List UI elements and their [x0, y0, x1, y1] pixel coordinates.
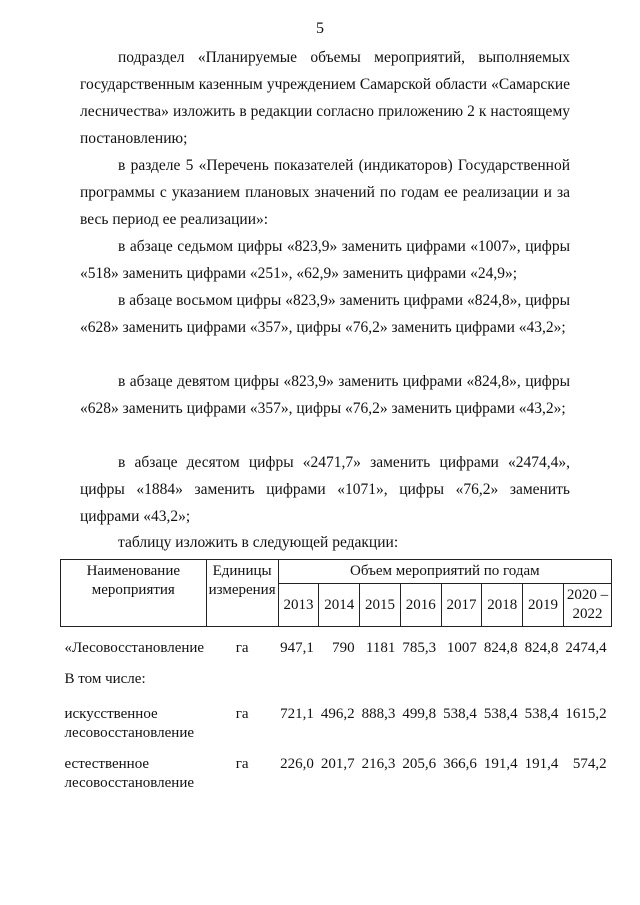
table-row	[61, 755, 612, 793]
header-year: 2015	[360, 584, 401, 627]
paragraph-tenth: в абзаце десятом цифры «2471,7» заменить цифрами «2474,4», цифры «1884» заменить цифрами «1071», цифры «76,2» заменить цифрами «43,2»;	[80, 454, 570, 525]
paragraph-section-5: в разделе 5 «Перечень показателей (индикаторов) Государственной программы с указанием плановых значений по годам ее реализации и за весь период ее реализации»:	[80, 157, 570, 228]
cell-value: 216,3	[361, 756, 396, 772]
cell-value: 191,4	[524, 756, 559, 772]
cell-value: 496,2	[320, 706, 355, 722]
header-year: 2013	[278, 584, 319, 627]
cell-value: 201,7	[320, 756, 355, 772]
paragraph-table-intro: таблицу изложить в следующей редакции:	[118, 534, 399, 551]
cell-value: 205,6	[402, 756, 437, 772]
header-year: 2017	[441, 584, 482, 627]
header-year: 2020 – 2022	[563, 584, 611, 627]
volume-table	[60, 559, 612, 793]
cell-value: 2474,4	[565, 640, 607, 656]
cell-value: 1181	[365, 640, 396, 656]
cell-value: 574,2	[572, 756, 607, 772]
row-name: «Лесовосстановление	[64, 640, 205, 656]
table-row	[61, 639, 612, 658]
cell-value: 191,4	[483, 756, 518, 772]
cell-value: 226,0	[280, 756, 314, 772]
header-volume-by-years: Объем мероприятий по годам	[278, 560, 612, 584]
table-row	[61, 670, 612, 693]
cell-value: 790	[332, 640, 355, 656]
cell-value: 1615,2	[565, 706, 607, 722]
cell-value: 538,4	[483, 706, 518, 722]
paragraph-subsection: подраздел «Планируемые объемы мероприятий, выполняемых государственным казенным учреждением Самарской области «Самарские лесничества» изложить в редакции согласно приложению 2 к настоящему постановлению;	[80, 49, 570, 147]
table-row	[61, 705, 612, 743]
paragraph-ninth: в абзаце девятом цифры «823,9» заменить цифрами «824,8», цифры «628» заменить цифрами «357», цифры «76,2» заменить цифрами «43,2»;	[80, 373, 570, 417]
page-number: 5	[316, 20, 324, 37]
paragraph-eighth: в абзаце восьмом цифры «823,9» заменить цифрами «824,8», цифры «628» заменить цифрами «357», цифры «76,2» заменить цифрами «43,2»;	[80, 292, 570, 336]
header-units: Единицы измерения	[206, 560, 278, 627]
row-name: В том числе:	[64, 671, 146, 687]
cell-value: 785,3	[402, 640, 437, 656]
header-year: 2016	[400, 584, 441, 627]
cell-value: 824,8	[524, 640, 559, 656]
header-year: 2014	[319, 584, 360, 627]
cell-value: 947,1	[280, 640, 314, 656]
cell-value: 538,4	[443, 706, 477, 722]
header-year: 2018	[482, 584, 523, 627]
cell-value: 538,4	[524, 706, 559, 722]
row-name: естественное лесовосстановление	[64, 756, 195, 791]
cell-value: 721,1	[280, 706, 314, 722]
cell-value: 824,8	[483, 640, 518, 656]
row-unit: га	[235, 640, 249, 656]
row-unit: га	[235, 706, 249, 722]
cell-value: 366,6	[443, 756, 477, 772]
header-year: 2019	[523, 584, 564, 627]
row-unit: га	[235, 756, 249, 772]
header-activity-name: Наименование мероприятия	[61, 560, 207, 627]
row-name: искусственное лесовосстановление	[64, 706, 195, 741]
paragraph-seventh: в абзаце седьмом цифры «823,9» заменить цифрами «1007», цифры «518» заменить цифрами «251», «62,9» заменить цифрами «24,9»;	[80, 238, 570, 282]
cell-value: 499,8	[402, 706, 437, 722]
cell-value: 1007	[446, 640, 477, 656]
cell-value: 888,3	[361, 706, 396, 722]
